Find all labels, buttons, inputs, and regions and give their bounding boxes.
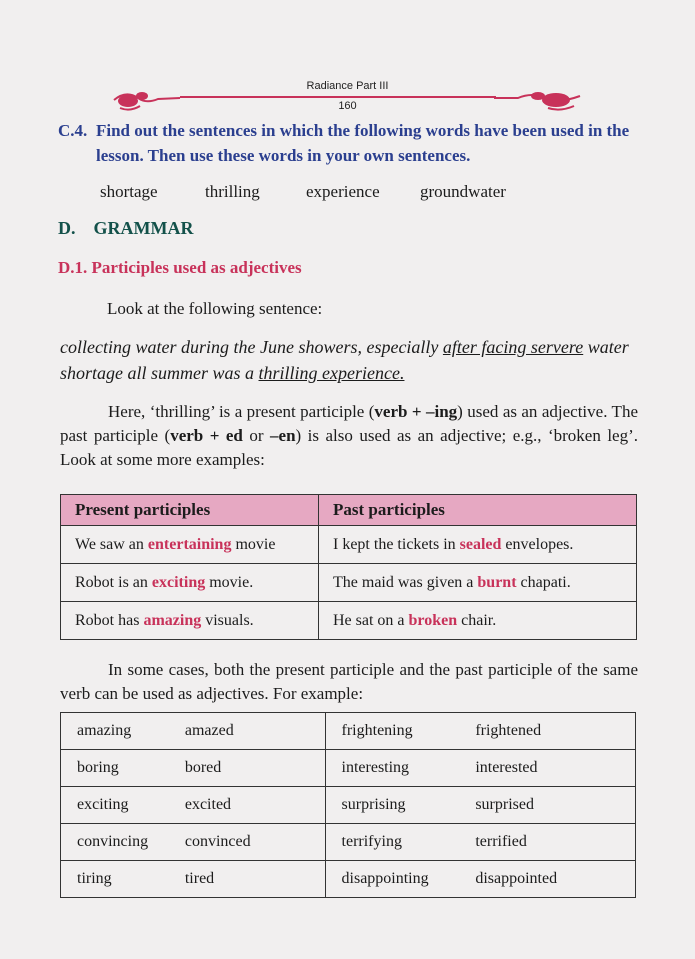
explanation-paragraph: [60, 400, 638, 472]
intro-text: Look at the following sentence:: [107, 299, 323, 318]
cases-text: In some cases, both the present participle and the past participle of the same verb can be used as adjectives. For example:: [60, 660, 638, 703]
section-title: GRAMMAR: [93, 218, 194, 238]
table-cell: We saw an entertaining movie: [61, 526, 319, 564]
explanation-bold: verb + –ing: [374, 402, 458, 421]
table-cell: surprising: [325, 787, 475, 824]
table-cell: Robot has amazing visuals.: [61, 602, 319, 640]
table-row: [61, 713, 636, 750]
page-number: 160: [338, 100, 357, 112]
table-header-present: Present participles: [61, 495, 319, 526]
subsection-title: Participles used as adjectives: [91, 258, 302, 277]
table-cell: convinced: [185, 824, 325, 861]
question-number: C.4.: [58, 121, 88, 140]
table-cell: boring: [61, 750, 185, 787]
explanation-bold: –en: [270, 426, 296, 445]
explanation-text: ) is also used as an adjective; e.g., ‘broken leg’. Look at some more examples:: [60, 426, 639, 469]
book-title: Radiance Part III: [306, 80, 389, 92]
table-cell: terrifying: [325, 824, 475, 861]
word-item: experience: [306, 182, 380, 201]
table-row: [61, 787, 636, 824]
table-row: [61, 526, 637, 564]
table-row: [61, 750, 636, 787]
example-underlined: thrilling experience.: [258, 363, 405, 383]
table-cell: exciting: [61, 787, 185, 824]
table-cell: disappointing: [325, 861, 475, 898]
table-cell: interested: [475, 750, 635, 787]
table-cell: Robot is an exciting movie.: [61, 564, 319, 602]
table-cell: tiring: [61, 861, 185, 898]
table-row: [61, 824, 636, 861]
participles-table: [60, 494, 637, 640]
table-cell: convincing: [61, 824, 185, 861]
page-header: [0, 80, 695, 114]
word-item: shortage: [100, 182, 158, 201]
word-pairs-table: [60, 712, 636, 898]
table-cell: frightened: [475, 713, 635, 750]
table-row: [61, 861, 636, 898]
table-cell: frightening: [325, 713, 475, 750]
example-sentence: [60, 334, 640, 386]
table-cell: surprised: [475, 787, 635, 824]
explanation-text: ) used as an adjective. The past participle (: [60, 402, 638, 445]
table-cell: tired: [185, 861, 325, 898]
cases-paragraph: [60, 658, 638, 706]
table-cell: bored: [185, 750, 325, 787]
table-cell: terrified: [475, 824, 635, 861]
subsection-number: D.1.: [58, 258, 88, 277]
table-cell: interesting: [325, 750, 475, 787]
table-cell: disappointed: [475, 861, 635, 898]
word-item: thrilling: [205, 182, 260, 201]
example-part: collecting water during the June showers, especially: [60, 337, 443, 357]
table-cell: excited: [185, 787, 325, 824]
table-cell: He sat on a broken chair.: [319, 602, 637, 640]
table-cell: I kept the tickets in sealed envelopes.: [319, 526, 637, 564]
word-item: groundwater: [420, 182, 506, 201]
section-letter: D.: [58, 218, 76, 238]
table-row: [61, 602, 637, 640]
explanation-text: or: [242, 426, 271, 445]
example-underlined: after facing servere: [442, 337, 584, 357]
section-heading: [58, 218, 193, 239]
question-text: Find out the sentences in which the following words have been used in the lesson. Then use these words in your own sentences.: [96, 121, 630, 165]
explanation-text: Here, ‘thrilling’ is a present participle (: [108, 402, 375, 421]
example-part: water shortage all summer was a: [60, 337, 629, 383]
header-rule-left: [180, 96, 496, 98]
table-header-past: Past participles: [319, 495, 637, 526]
table-cell: amazed: [185, 713, 325, 750]
table-row: [61, 564, 637, 602]
explanation-bold: verb + ed: [170, 426, 243, 445]
table-cell: amazing: [61, 713, 185, 750]
subsection-heading: [58, 258, 302, 278]
table-cell: The maid was given a burnt chapati.: [319, 564, 637, 602]
